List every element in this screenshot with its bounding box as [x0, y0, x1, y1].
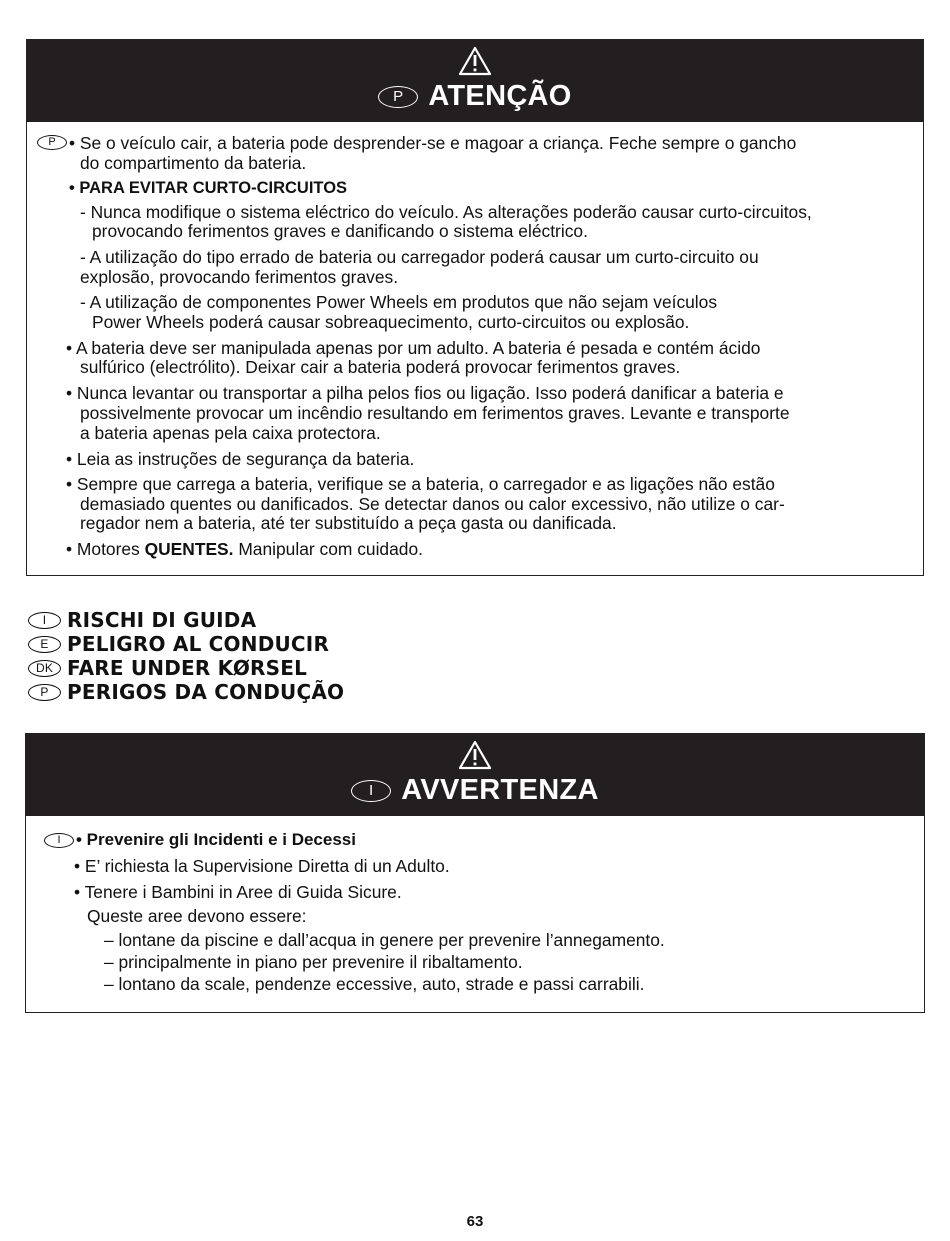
warning-triangle-icon	[458, 740, 492, 770]
text-line: – principalmente in piano per prevenire il ribaltamento.	[104, 952, 523, 972]
text-line: • Nunca levantar ou transportar a pilha pelos fios ou ligação. Isso poderá danificar a bateria e	[66, 383, 784, 403]
warning-header	[27, 40, 923, 122]
text-span: • Motores	[66, 539, 145, 559]
language-badge: I	[351, 780, 391, 802]
hazard-heading	[28, 632, 344, 656]
text-line: Power Wheels poderá causar sobreaquecimento, curto-circuitos ou explosão.	[92, 312, 690, 332]
text-line: – lontano da scale, pendenze eccessive, auto, strade e passi carrabili.	[104, 974, 645, 994]
language-badge: P	[37, 135, 67, 150]
language-badge: DK	[28, 660, 61, 677]
text-line: • Se o veículo cair, a bateria pode desprender-se e magoar a criança. Feche sempre o gancho	[69, 133, 797, 153]
warning-title-row	[26, 774, 924, 807]
warning-title: ATENÇÃO	[428, 80, 572, 112]
text-line: • A bateria deve ser manipulada apenas por um adulto. A bateria é pesada e contém ácido	[66, 338, 761, 358]
text-line: - A utilização do tipo errado de bateria ou carregador poderá causar um curto-circuito ou	[80, 247, 759, 267]
language-badge: I	[28, 612, 61, 629]
page-number: 63	[466, 1213, 484, 1230]
text-line: – lontane da piscine e dall’acqua in genere per prevenire l’annegamento.	[104, 930, 665, 950]
hazard-heading	[28, 680, 344, 704]
text-line: • Sempre que carrega a bateria, verifique se a bateria, o carregador e as ligações não estão	[66, 474, 775, 494]
language-badge: E	[28, 636, 61, 653]
hazard-heading-text: RISCHI DI GUIDA	[67, 608, 257, 632]
hazard-heading-text: PELIGRO AL CONDUCIR	[67, 632, 330, 656]
hazard-heading-text: FARE UNDER KØRSEL	[67, 656, 308, 680]
text-line: a bateria apenas pela caixa protectora.	[80, 423, 381, 443]
text-line	[66, 539, 423, 559]
text-line: provocando ferimentos graves e danificando o sistema eléctrico.	[92, 221, 588, 241]
driving-hazards-headings	[28, 608, 344, 704]
hazard-heading	[28, 656, 344, 680]
emphasis-text: QUENTES.	[144, 539, 234, 559]
text-line: explosão, provocando ferimentos graves.	[80, 267, 399, 287]
text-line: regador nem a bateria, até ter substituído a peça gasta ou danificada.	[80, 513, 617, 533]
text-line: possivelmente provocar um incêndio resultando em ferimentos graves. Levante e transporte	[80, 403, 790, 423]
warning-box-portuguese	[26, 39, 924, 576]
text-line: • Tenere i Bambini in Aree di Guida Sicure.	[74, 882, 402, 902]
text-line: demasiado quentes ou danificados. Se detectar danos ou calor excessivo, não utilize o car-	[80, 494, 785, 514]
warning-title: AVVERTENZA	[401, 774, 599, 806]
text-line: - Nunca modifique o sistema eléctrico do veículo. As alterações poderão causar curto-circuitos,	[80, 202, 812, 222]
language-badge: P	[28, 684, 61, 701]
warning-triangle-icon	[458, 46, 492, 76]
section-heading: • PARA EVITAR CURTO-CIRCUITOS	[69, 179, 348, 197]
hazard-heading-text: PERIGOS DA CONDUÇÃO	[67, 680, 345, 704]
text-line: • E’ richiesta la Supervisione Diretta di un Adulto.	[74, 856, 450, 876]
hazard-heading	[28, 608, 344, 632]
warning-box-italian	[25, 733, 925, 1013]
text-line: sulfúrico (electrólito). Deixar cair a bateria poderá provocar ferimentos graves.	[80, 357, 681, 377]
warning-header	[26, 734, 924, 816]
warning-title-row	[27, 80, 923, 113]
language-badge: I	[44, 833, 74, 848]
text-line: Queste aree devono essere:	[87, 906, 307, 926]
language-badge: P	[378, 86, 418, 108]
section-heading: • Prevenire gli Incidenti e i Decessi	[76, 830, 356, 849]
text-line: do compartimento da bateria.	[80, 153, 307, 173]
text-span: Manipular com cuidado.	[233, 539, 423, 559]
text-line: - A utilização de componentes Power Wheels em produtos que não sejam veículos	[80, 292, 718, 312]
text-line: • Leia as instruções de segurança da bateria.	[66, 449, 415, 469]
